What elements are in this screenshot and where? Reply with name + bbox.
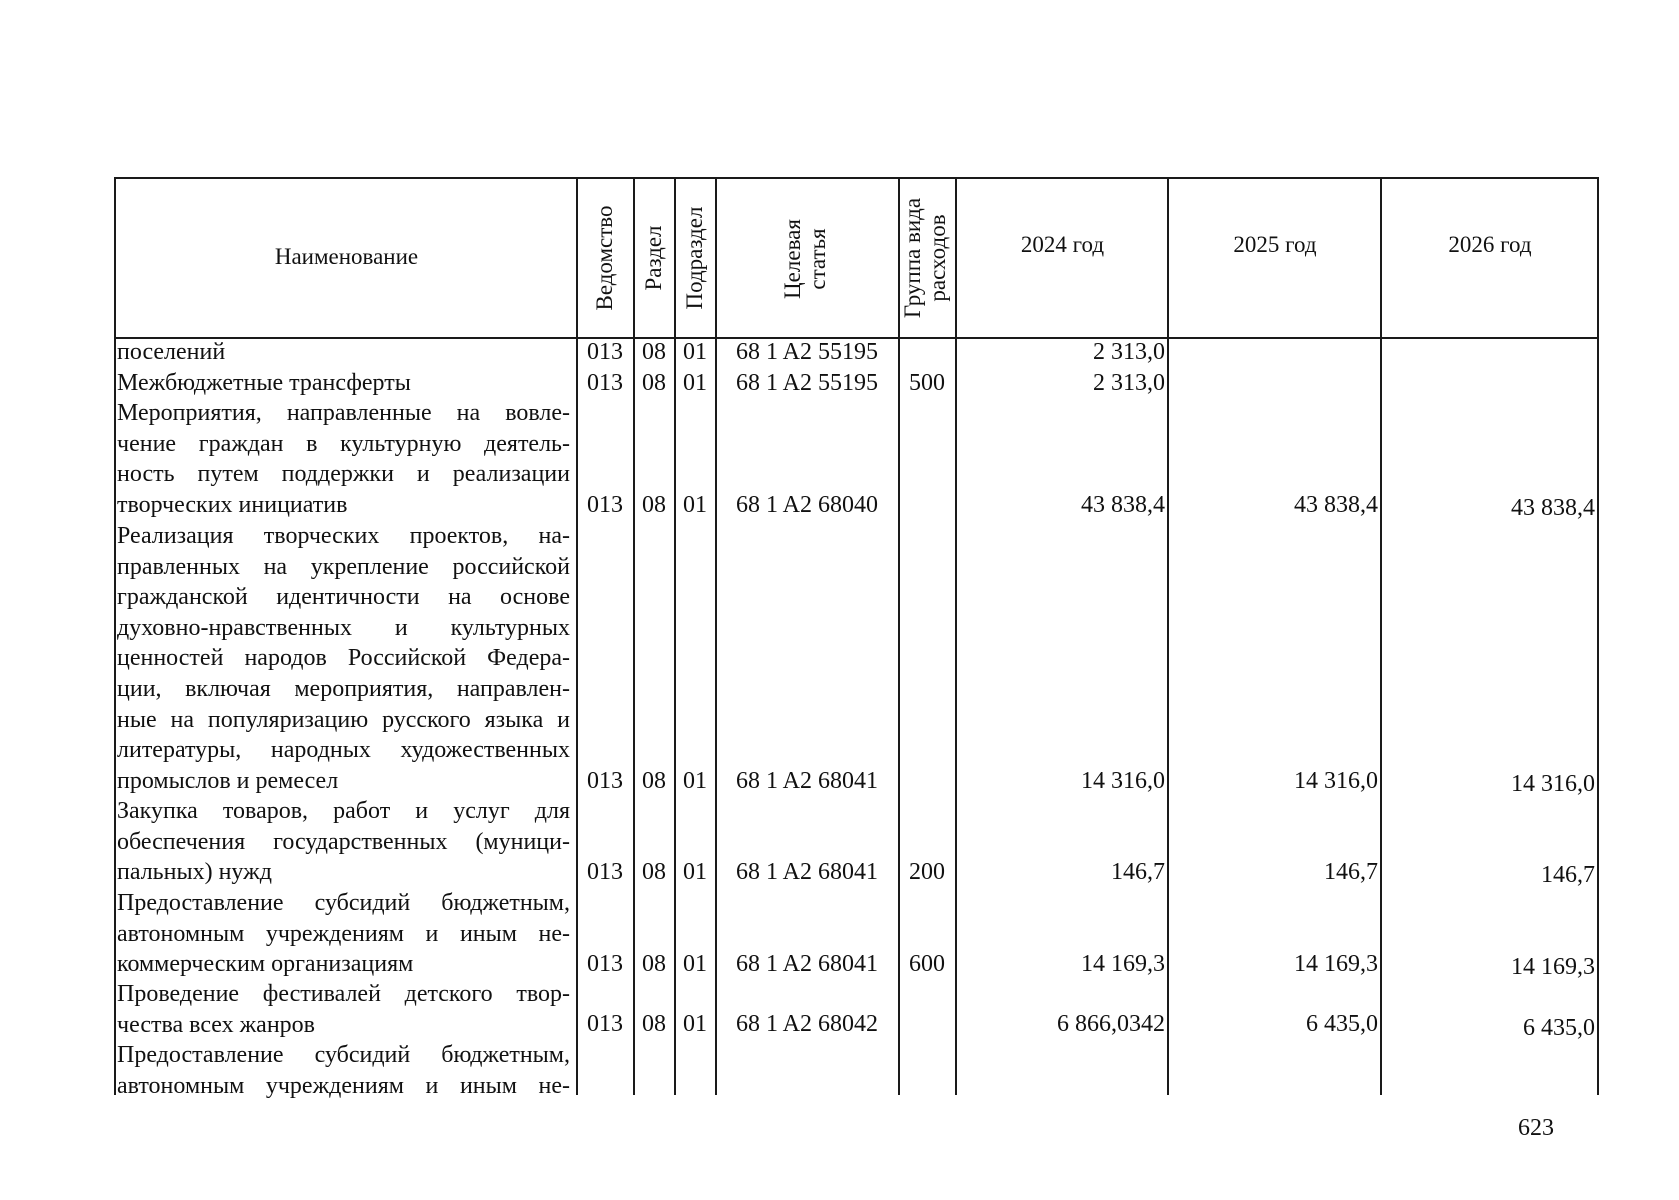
cell-ved: 013: [587, 1011, 623, 1037]
table-row-name: Предоставление субсидий бюджетным, автономным учреждениям и иным не-: [117, 1042, 570, 1099]
cell-celevaya: 68 1 A2 68040: [735, 492, 878, 518]
cell-2024: 6 866,0342: [1057, 1011, 1165, 1037]
table-row-name: Реализация творческих проектов, на- правленных на укрепление российской гражданской идентичности на основе духовно-нравственных и культурных ценностей народов Российской Федера- ции, включая мероприятия, направлен- ные на популяризацию русского языка и литературы, народных художественных промыслов и ремесел: [117, 523, 570, 794]
cell-2024: 2 313,0: [1093, 339, 1165, 365]
header-razdel: Раздел: [641, 225, 666, 291]
header-gruppa-line1: Группа вида: [900, 197, 925, 319]
cell-celevaya: 68 1 A2 68042: [735, 1011, 878, 1037]
cell-razdel: 08: [642, 859, 666, 885]
cell-celevaya: 68 1 A2 55195: [735, 339, 878, 365]
cell-2026: 14 169,3: [1511, 954, 1595, 980]
cell-gruppa: 600: [909, 951, 945, 977]
cell-podrazdel: 01: [683, 370, 707, 396]
cell-celevaya: 68 1 A2 68041: [735, 859, 878, 885]
cell-podrazdel: 01: [683, 951, 707, 977]
cell-ved: 013: [587, 370, 623, 396]
header-2024: 2024 год: [1020, 232, 1105, 257]
header-2025: 2025 год: [1233, 232, 1317, 257]
cell-2024: 146,7: [1111, 859, 1165, 885]
cell-razdel: 08: [642, 951, 666, 977]
table-row-name: Мероприятия, направленные на вовле- чение граждан в культурную деятель- ность путем поддержки и реализации творческих инициатив: [117, 400, 570, 518]
col-border-right: [1597, 177, 1599, 1095]
cell-2026: 6 435,0: [1523, 1015, 1595, 1041]
cell-celevaya: 68 1 A2 55195: [735, 370, 878, 396]
cell-2024: 2 313,0: [1093, 370, 1165, 396]
header-gruppa-line2: расходов: [925, 214, 950, 302]
cell-2025: 6 435,0: [1306, 1011, 1378, 1037]
cell-gruppa: 500: [909, 370, 945, 396]
cell-podrazdel: 01: [683, 859, 707, 885]
table-row-name: Закупка товаров, работ и услуг для обеспечения государственных (муници- пальных) нужд: [117, 798, 570, 886]
header-celevaya-line1: Целевая: [780, 219, 805, 299]
col-border-2025: [1380, 177, 1382, 1095]
header-gruppa-vida-rashodov: [900, 183, 952, 333]
col-border-gruppa: [955, 177, 957, 1095]
cell-ved: 013: [587, 492, 623, 518]
cell-2026: 14 316,0: [1511, 771, 1595, 797]
cell-podrazdel: 01: [683, 339, 707, 365]
col-border-left: [114, 177, 116, 1095]
cell-razdel: 08: [642, 339, 666, 365]
cell-2025: 14 169,3: [1294, 951, 1378, 977]
page-number: 623: [1518, 1115, 1554, 1141]
header-vedomstvo: Ведомство: [592, 205, 617, 311]
cell-razdel: 08: [642, 492, 666, 518]
cell-2025: 43 838,4: [1294, 492, 1378, 518]
cell-2025: 146,7: [1324, 859, 1378, 885]
cell-2025: 14 316,0: [1294, 768, 1378, 794]
table-row-name: Проведение фестивалей детского твор- чества всех жанров: [117, 981, 570, 1038]
cell-celevaya: 68 1 A2 68041: [735, 951, 878, 977]
cell-podrazdel: 01: [683, 492, 707, 518]
cell-celevaya: 68 1 A2 68041: [735, 768, 878, 794]
cell-2026: 43 838,4: [1511, 495, 1595, 521]
cell-2024: 14 169,3: [1081, 951, 1165, 977]
cell-gruppa: 200: [909, 859, 945, 885]
cell-ved: 013: [587, 859, 623, 885]
cell-ved: 013: [587, 768, 623, 794]
table-row-name: Межбюджетные трансферты: [117, 370, 411, 396]
cell-podrazdel: 01: [683, 768, 707, 794]
cell-ved: 013: [587, 339, 623, 365]
table-top-border: [114, 177, 1599, 179]
cell-razdel: 08: [642, 370, 666, 396]
col-border-2024: [1167, 177, 1169, 1095]
cell-podrazdel: 01: [683, 1011, 707, 1037]
cell-ved: 013: [587, 951, 623, 977]
header-celevaya-line2: статья: [805, 228, 830, 290]
cell-razdel: 08: [642, 768, 666, 794]
table-row-name: поселений: [117, 339, 226, 365]
header-podrazdel: Подраздел: [682, 206, 707, 310]
table-row-name: Предоставление субсидий бюджетным, автономным учреждениям и иным не- коммерческим организациям: [117, 890, 570, 978]
cell-2024: 43 838,4: [1081, 492, 1165, 518]
cell-2026: 146,7: [1541, 862, 1595, 888]
cell-razdel: 08: [642, 1011, 666, 1037]
cell-2024: 14 316,0: [1081, 768, 1165, 794]
header-2026: 2026 год: [1448, 232, 1532, 257]
header-celevaya-statya: [780, 184, 832, 334]
header-name: Наименование: [274, 244, 419, 269]
